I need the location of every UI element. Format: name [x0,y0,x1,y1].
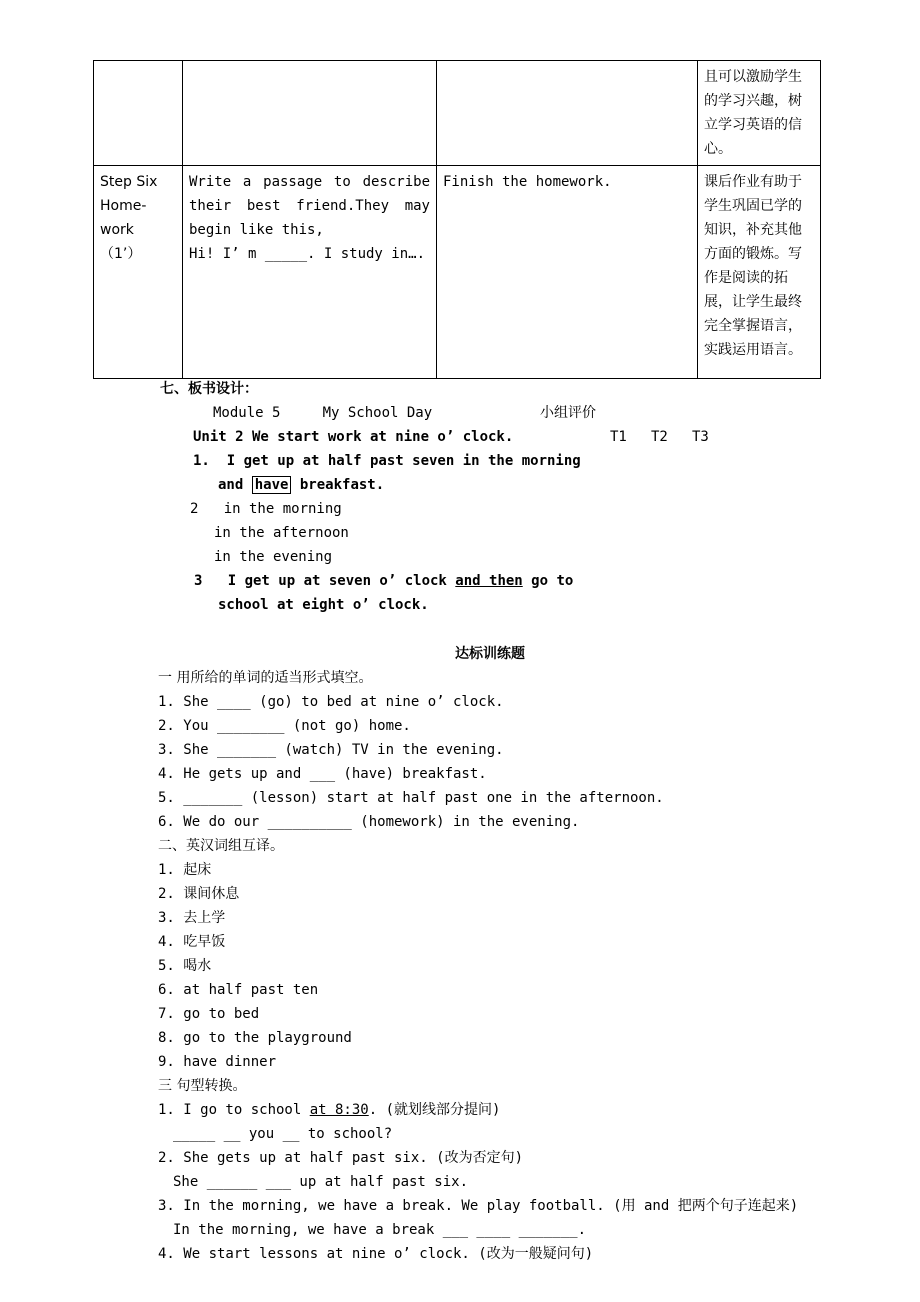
board-line: school at eight o’ clock. [218,597,429,613]
table-cell [437,61,698,166]
question: 2. 课间休息 [158,886,240,902]
question: 5. 喝水 [158,958,212,974]
table-cell [183,61,437,166]
question: 3. 去上学 [158,910,226,926]
board-line: 2 in the morning [190,501,342,517]
question: 5. _______ (lesson) start at half past one in the afternoon. [158,790,664,806]
answer-line: In the morning, we have a break ___ ____ _______. [173,1222,587,1238]
question [158,1101,500,1119]
purpose-cell: 课后作业有助于学生巩固已学的知识，补充其他方面的锻炼。写作是阅读的拓展，让学生最终完全掌握语言，实践运用语言。 [698,166,821,379]
step-name: Step Six [100,174,158,190]
t2-label: T2 [651,429,668,445]
board-text: and [218,477,252,493]
question: 4. We start lessons at nine o’ clock. (改为一般疑问句) [158,1246,594,1262]
purpose-cell: 且可以激励学生的学习兴趣，树立学习英语的信心。 [698,61,821,166]
question: 3. She _______ (watch) TV in the evening. [158,742,504,758]
question: 3. In the morning, we have a break. We play football. (用 and 把两个句子连起来) [158,1198,799,1214]
teacher-activity-cell [183,166,437,379]
student-activity-cell: Finish the homework. [437,166,698,379]
table-cell [94,61,183,166]
step-cell [94,166,183,379]
question: 6. We do our __________ (homework) in the evening. [158,814,580,830]
lesson-table [93,60,821,379]
boxed-word: have [252,476,292,494]
question-text: 1. I go to school [158,1102,310,1118]
section-heading: 二、英汉词组互译。 [158,838,284,854]
board-module-line: Module 5 My School Day [213,405,433,421]
board-line [218,476,384,494]
board-unit-line: Unit 2 We start work at nine o’ clock. [193,429,514,445]
board-heading: 七、板书设计： [160,381,258,397]
t3-label: T3 [692,429,709,445]
board-line: in the afternoon [214,525,349,541]
step-name: Home- [100,198,147,214]
section-heading: 三 句型转换。 [158,1078,247,1094]
t1-label: T1 [610,429,627,445]
board-text: go to [522,573,574,589]
board-line: in the evening [214,549,333,565]
underlined-phrase: and then [455,573,523,589]
board-line [194,572,573,590]
question: 1. She ____ (go) to bed at nine o’ clock. [158,694,504,710]
question: 6. at half past ten [158,982,319,998]
board-text: 3 I get up at seven o’ clock [194,573,456,589]
answer-line: _____ __ you __ to school? [173,1126,393,1142]
step-time: （1’） [100,246,142,262]
board-text: breakfast. [291,477,385,493]
step-name: work [100,222,134,238]
board-line: 1. I get up at half past seven in the morning [193,453,581,469]
table-row [94,166,821,379]
exercise-title: 达标训练题 [455,646,525,662]
group-eval-label: 小组评价 [540,405,596,421]
question: 4. He gets up and ___ (have) breakfast. [158,766,487,782]
section-heading: 一 用所给的单词的适当形式填空。 [158,670,373,686]
teacher-activity: Write a passage to describe their best friend.They may begin like this, [189,174,430,238]
question: 7. go to bed [158,1006,260,1022]
teacher-activity-example: Hi! I’ m _____. I study in…. [189,246,426,262]
question: 4. 吃早饭 [158,934,226,950]
question: 2. You ________ (not go) home. [158,718,411,734]
question: 9. have dinner [158,1054,277,1070]
question: 1. 起床 [158,862,212,878]
answer-line: She ______ ___ up at half past six. [173,1174,469,1190]
underlined-phrase: at 8:30 [309,1102,369,1118]
question-text: . (就划线部分提问) [368,1102,501,1118]
table-row [94,61,821,166]
question: 8. go to the playground [158,1030,352,1046]
question: 2. She gets up at half past six. (改为否定句) [158,1150,524,1166]
